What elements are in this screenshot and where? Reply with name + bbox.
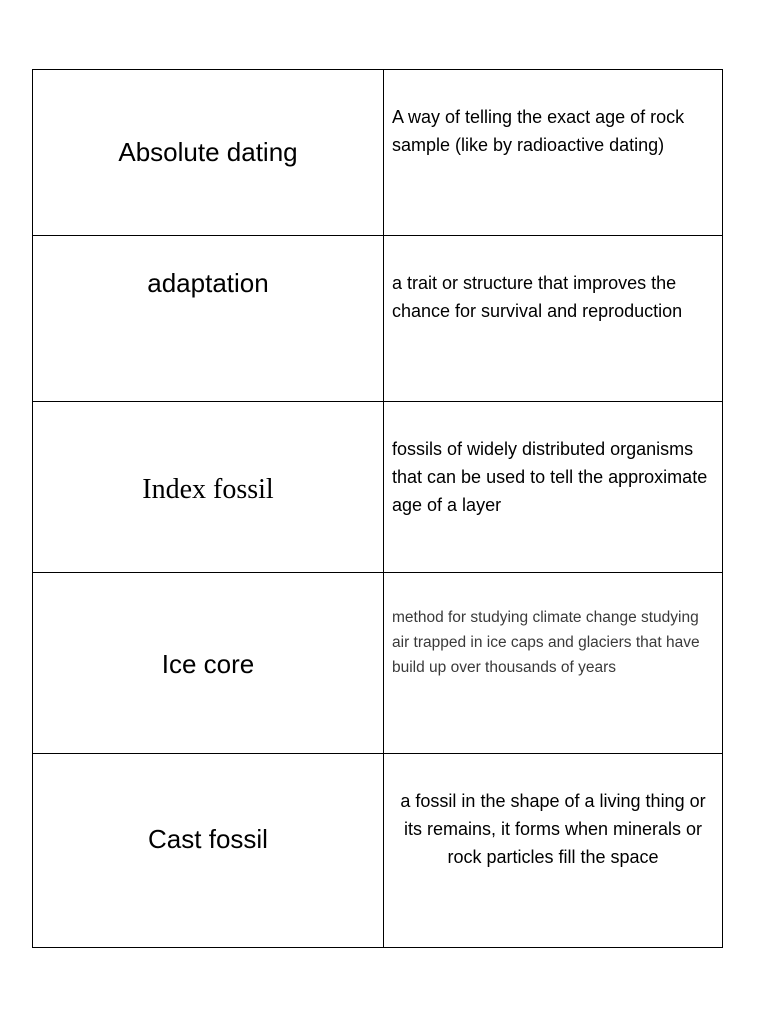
definition-text: fossils of widely distributed organisms that can be used to tell the approximate age of a layer [392,439,708,515]
term-label: Absolute dating [118,137,298,167]
definition-text: method for studying climate change studying air trapped in ice caps and glaciers that have build up over thousands of years [392,609,700,676]
term-label: Index fossil [142,474,274,505]
definition-text: a fossil in the shape of a living thing or its remains, it forms when minerals or rock particles fill the space [400,791,706,867]
card-row [33,754,723,948]
term-cell [33,70,384,236]
definition-cell [384,236,723,402]
definition-cell [384,573,723,754]
definition-text: a trait or structure that improves the chance for survival and reproduction [392,273,683,321]
term-cell [33,573,384,754]
term-cell [33,236,384,402]
card-row [33,236,723,402]
definition-cell [384,402,723,573]
flashcard-table [32,69,723,948]
term-label: adaptation [147,268,269,298]
term-label: Ice core [161,648,255,679]
definition-cell [384,70,723,236]
card-row [33,402,723,573]
definition-text: A way of telling the exact age of rock sample (like by radioactive dating) [392,107,685,155]
term-label: Cast fossil [148,824,268,854]
card-row [33,573,723,754]
term-cell [33,402,384,573]
definition-cell [384,754,723,948]
term-cell [33,754,384,948]
card-row [33,70,723,236]
